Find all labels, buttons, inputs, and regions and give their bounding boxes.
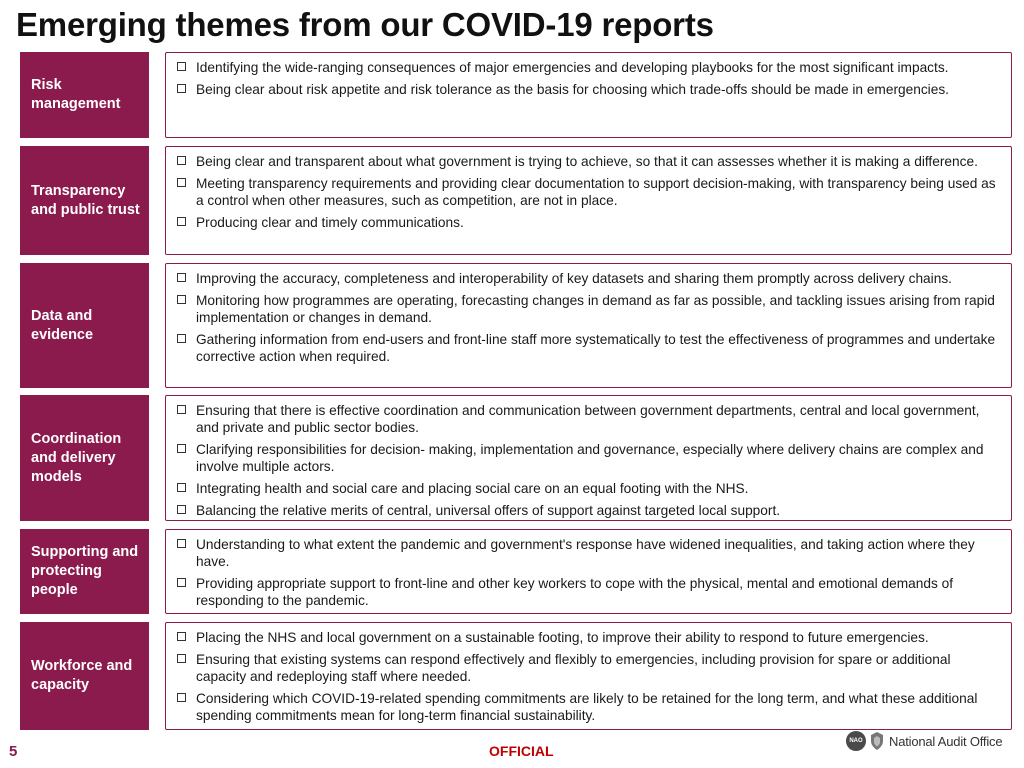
classification-label: OFFICIAL	[489, 743, 554, 759]
checkbox-bullet-icon	[177, 654, 186, 663]
bullet-text: Understanding to what extent the pandemic and government's response have widened inequalities, and taking action where they have.	[196, 537, 975, 569]
bullet-text: Meeting transparency requirements and providing clear documentation to support decision-making, with transparency being used as a control when other measures, such as competition, are not in place.	[196, 176, 996, 208]
checkbox-bullet-icon	[177, 62, 186, 71]
bullet-text: Ensuring that there is effective coordination and communication between government departments, central and local government, and private and public sector bodies.	[196, 403, 980, 435]
bullet-point	[176, 536, 1003, 570]
bullet-text: Monitoring how programmes are operating, forecasting changes in demand as far as possible, and tackling issues arising from rapid implementation or changes in demand.	[196, 293, 995, 325]
bullet-text: Producing clear and timely communications.	[196, 215, 464, 230]
theme-label: Supporting and protecting people	[20, 529, 149, 614]
page-title: Emerging themes from our COVID-19 reports	[16, 6, 714, 43]
bullet-text: Being clear and transparent about what government is trying to achieve, so that it can assesses whether it is making a difference.	[196, 154, 978, 169]
bullet-point	[176, 214, 1003, 231]
checkbox-bullet-icon	[177, 505, 186, 514]
checkbox-bullet-icon	[177, 217, 186, 226]
nao-logo	[846, 731, 1002, 751]
bullet-text: Integrating health and social care and placing social care on an equal footing with the NHS.	[196, 481, 749, 496]
bullet-point	[176, 270, 1003, 287]
bullet-text: Clarifying responsibilities for decision- making, implementation and governance, especially where delivery chains are complex and involve multiple actors.	[196, 442, 984, 474]
theme-row-workforce	[20, 622, 1012, 730]
theme-row-transparency	[20, 146, 1012, 255]
checkbox-bullet-icon	[177, 84, 186, 93]
nao-seal-icon: NAO	[846, 731, 866, 751]
theme-row-data-and-evidence	[20, 263, 1012, 388]
bullet-text: Identifying the wide-ranging consequences of major emergencies and developing playbooks for the most significant impacts.	[196, 60, 949, 75]
bullet-text: Placing the NHS and local government on a sustainable footing, to improve their ability to respond to future emergencies.	[196, 630, 929, 645]
theme-points-box	[165, 395, 1012, 521]
theme-points-box	[165, 622, 1012, 730]
bullet-point	[176, 331, 1003, 365]
theme-row-supporting-people	[20, 529, 1012, 614]
checkbox-bullet-icon	[177, 483, 186, 492]
bullet-text: Being clear about risk appetite and risk tolerance as the basis for choosing which trade-offs should be made in emergencies.	[196, 82, 949, 97]
theme-row-coordination	[20, 395, 1012, 521]
checkbox-bullet-icon	[177, 405, 186, 414]
bullet-point	[176, 81, 1003, 98]
theme-points-box	[165, 263, 1012, 388]
checkbox-bullet-icon	[177, 273, 186, 282]
crest-icon	[869, 731, 885, 751]
bullet-point	[176, 153, 1003, 170]
theme-label: Coordination and delivery models	[20, 395, 149, 521]
theme-points-box	[165, 529, 1012, 614]
bullet-point	[176, 59, 1003, 76]
bullet-point	[176, 651, 1003, 685]
bullet-point	[176, 502, 1003, 519]
bullet-text: Improving the accuracy, completeness and interoperability of key datasets and sharing them promptly across delivery chains.	[196, 271, 952, 286]
checkbox-bullet-icon	[177, 295, 186, 304]
bullet-text: Providing appropriate support to front-line and other key workers to cope with the physical, mental and emotional demands of responding to the pandemic.	[196, 576, 954, 608]
checkbox-bullet-icon	[177, 693, 186, 702]
bullet-point	[176, 480, 1003, 497]
checkbox-bullet-icon	[177, 539, 186, 548]
bullet-point	[176, 690, 1003, 724]
checkbox-bullet-icon	[177, 334, 186, 343]
page-number: 5	[9, 743, 18, 760]
bullet-point	[176, 575, 1003, 609]
organisation-name: National Audit Office	[889, 733, 1003, 749]
bullet-text: Considering which COVID-19-related spending commitments are likely to be retained for the long term, and what these additional spending commitments mean for long-term financial sustainability.	[196, 691, 978, 723]
theme-row-risk-management	[20, 52, 1012, 138]
checkbox-bullet-icon	[177, 632, 186, 641]
bullet-point	[176, 402, 1003, 436]
checkbox-bullet-icon	[177, 578, 186, 587]
theme-points-box	[165, 146, 1012, 255]
theme-label: Transparency and public trust	[20, 146, 149, 255]
checkbox-bullet-icon	[177, 444, 186, 453]
theme-points-box	[165, 52, 1012, 138]
bullet-point	[176, 175, 1003, 209]
bullet-text: Gathering information from end-users and front-line staff more systematically to test the effectiveness of programmes and undertake corrective action when required.	[196, 332, 996, 364]
theme-label: Data and evidence	[20, 263, 149, 388]
bullet-point	[176, 292, 1003, 326]
checkbox-bullet-icon	[177, 156, 186, 165]
theme-label: Workforce and capacity	[20, 622, 149, 730]
checkbox-bullet-icon	[177, 178, 186, 187]
bullet-point	[176, 441, 1003, 475]
bullet-point	[176, 629, 1003, 646]
bullet-text: Balancing the relative merits of central, universal offers of support against targeted local support.	[196, 503, 781, 518]
bullet-text: Ensuring that existing systems can respond effectively and flexibly to emergencies, including provision for spare or additional capacity and redeploying staff where needed.	[196, 652, 951, 684]
theme-label: Risk management	[20, 52, 149, 138]
